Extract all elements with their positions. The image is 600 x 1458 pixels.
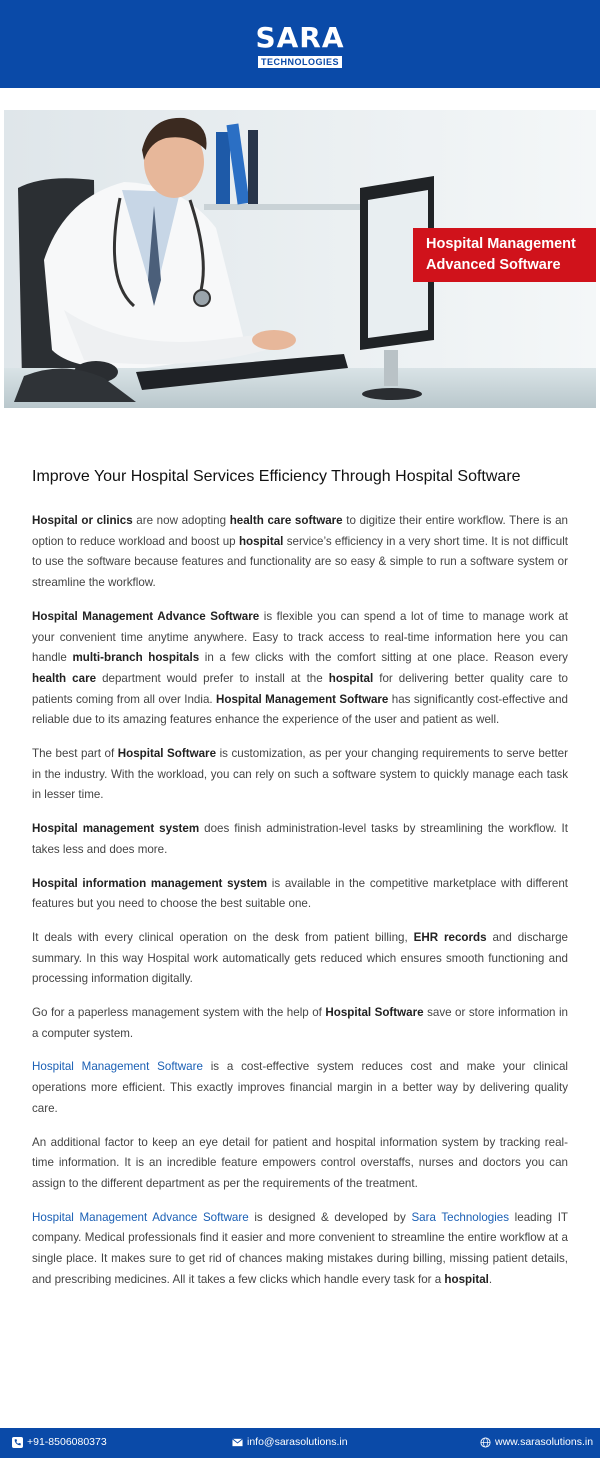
text: for delivering better quality care to patients coming from all over India.	[32, 671, 568, 706]
bold-text: Hospital or clinics	[32, 514, 133, 527]
paragraph-9	[32, 1133, 568, 1195]
text: is designed & developed by	[248, 1210, 412, 1224]
bold-text: Hospital Management Advance Software	[32, 609, 260, 623]
paragraph-8	[32, 1057, 568, 1119]
text: is customization, as per your changing requirements to serve better in the industry. With the workload, you can rely on such a software system to quickly manage each task in lesser time.	[32, 747, 568, 802]
article	[32, 466, 568, 1304]
logo-wordmark: SARA	[255, 21, 345, 54]
text: are now adopting	[132, 514, 230, 527]
bold-text: Hospital Software	[117, 747, 217, 761]
text: is a cost-effective system reduces cost and make your clinical operations more efficient. This exactly improves financial margin in a better way by delivering quality care.	[32, 1060, 568, 1115]
paragraph-5	[32, 874, 568, 915]
website-url: www.sarasolutions.in	[495, 1436, 594, 1448]
text: department would prefer to install at the	[96, 671, 329, 685]
bold-text: hospital	[328, 671, 374, 685]
logo-subtitle: TECHNOLOGIES	[258, 56, 342, 68]
text: An additional factor to keep an eye detail for patient and hospital information system by tracking real-time information. It is an incredible feature empowers control overstaffs, nurses and doctors you can assign to the different department as per the requirements of the treatment.	[32, 1135, 568, 1190]
bold-text: multi-branch hospitals	[72, 651, 200, 665]
site-footer	[0, 1428, 600, 1458]
link-hospital-management-software[interactable]: Hospital Management Software	[32, 1060, 203, 1074]
text: It deals with every clinical operation on the desk from patient billing,	[32, 930, 414, 944]
paragraph-6	[32, 928, 568, 990]
text: service’s efficiency in a very short time. It is not difficult to use the software because features and functionality are so easy & simple to run a software system or streamline the workflow.	[32, 534, 568, 590]
sara-logo[interactable]	[250, 21, 350, 70]
bold-text: hospital	[238, 534, 284, 548]
bold-text: EHR records	[413, 930, 487, 944]
bold-text: Hospital information management system	[32, 876, 268, 890]
footer-website[interactable]	[480, 1436, 593, 1448]
hero-banner-line2: Advanced Software	[426, 257, 561, 273]
article-title: Improve Your Hospital Services Efficiency Through Hospital Software	[32, 468, 521, 485]
hero-image	[4, 110, 596, 408]
paragraph-1	[32, 511, 568, 594]
text: to digitize their entire workflow. There is an option to reduce workload and boost up	[32, 514, 568, 548]
text: is available in the competitive marketplace with different features but you need to choose the best suitable one.	[32, 876, 568, 911]
text: does finish administration-level tasks by streamlining the workflow. It takes less and does more.	[32, 822, 568, 856]
text: The best part of	[32, 747, 118, 761]
text: .	[488, 1272, 493, 1286]
hero-banner	[413, 228, 596, 282]
bold-text: Hospital management system	[32, 822, 200, 836]
footer-email[interactable]	[232, 1436, 348, 1448]
bold-text: Hospital Software	[325, 1006, 424, 1020]
envelope-icon	[232, 1437, 243, 1448]
text: has significantly cost-effective and reliable due to its amazing features enhance the experience of the user and patient as well.	[32, 692, 568, 727]
text: save or store information in a computer system.	[32, 1006, 568, 1040]
text: leading IT company. Medical professionals find it easier and more convenient to streamline the entire workflow at a single place. It makes sure to get rid of chances making mistakes during billing, missing patient details, and prescribing medicines. All it takes a few clicks which handle every task for a	[32, 1210, 568, 1286]
paragraph-10	[32, 1208, 568, 1291]
link-sara-technologies[interactable]: Sara Technologies	[411, 1210, 510, 1224]
email-address: info@sarasolutions.in	[247, 1436, 348, 1448]
bold-text: health care	[32, 671, 97, 685]
text: Go for a paperless management system with the help of	[32, 1006, 326, 1020]
footer-phone[interactable]	[12, 1436, 107, 1448]
bold-text: hospital	[444, 1272, 489, 1286]
paragraph-4	[32, 819, 568, 860]
paragraph-3	[32, 744, 568, 806]
paragraph-2	[32, 607, 568, 731]
hero-banner-line1: Hospital Management	[426, 236, 576, 252]
text: and discharge summary. In this way Hospital work automatically gets reduced which ensures smooth functioning and processing information digitally.	[32, 930, 568, 986]
text: is flexible you can spend a lot of time to manage work at your convenient time anytime anywhere. Easy to track access to real-time information here you can handle	[32, 609, 568, 665]
phone-icon	[12, 1437, 23, 1448]
site-header	[0, 0, 600, 88]
text: in a few clicks with the comfort sitting at one place. Reason every	[199, 651, 568, 665]
phone-number: +91-8506080373	[27, 1436, 107, 1448]
paragraph-7	[32, 1003, 568, 1044]
bold-text: health care software	[229, 514, 343, 527]
globe-icon	[480, 1437, 491, 1448]
link-hospital-management-advance-software[interactable]: Hospital Management Advance Software	[32, 1210, 249, 1224]
bold-text: Hospital Management Software	[216, 692, 389, 706]
